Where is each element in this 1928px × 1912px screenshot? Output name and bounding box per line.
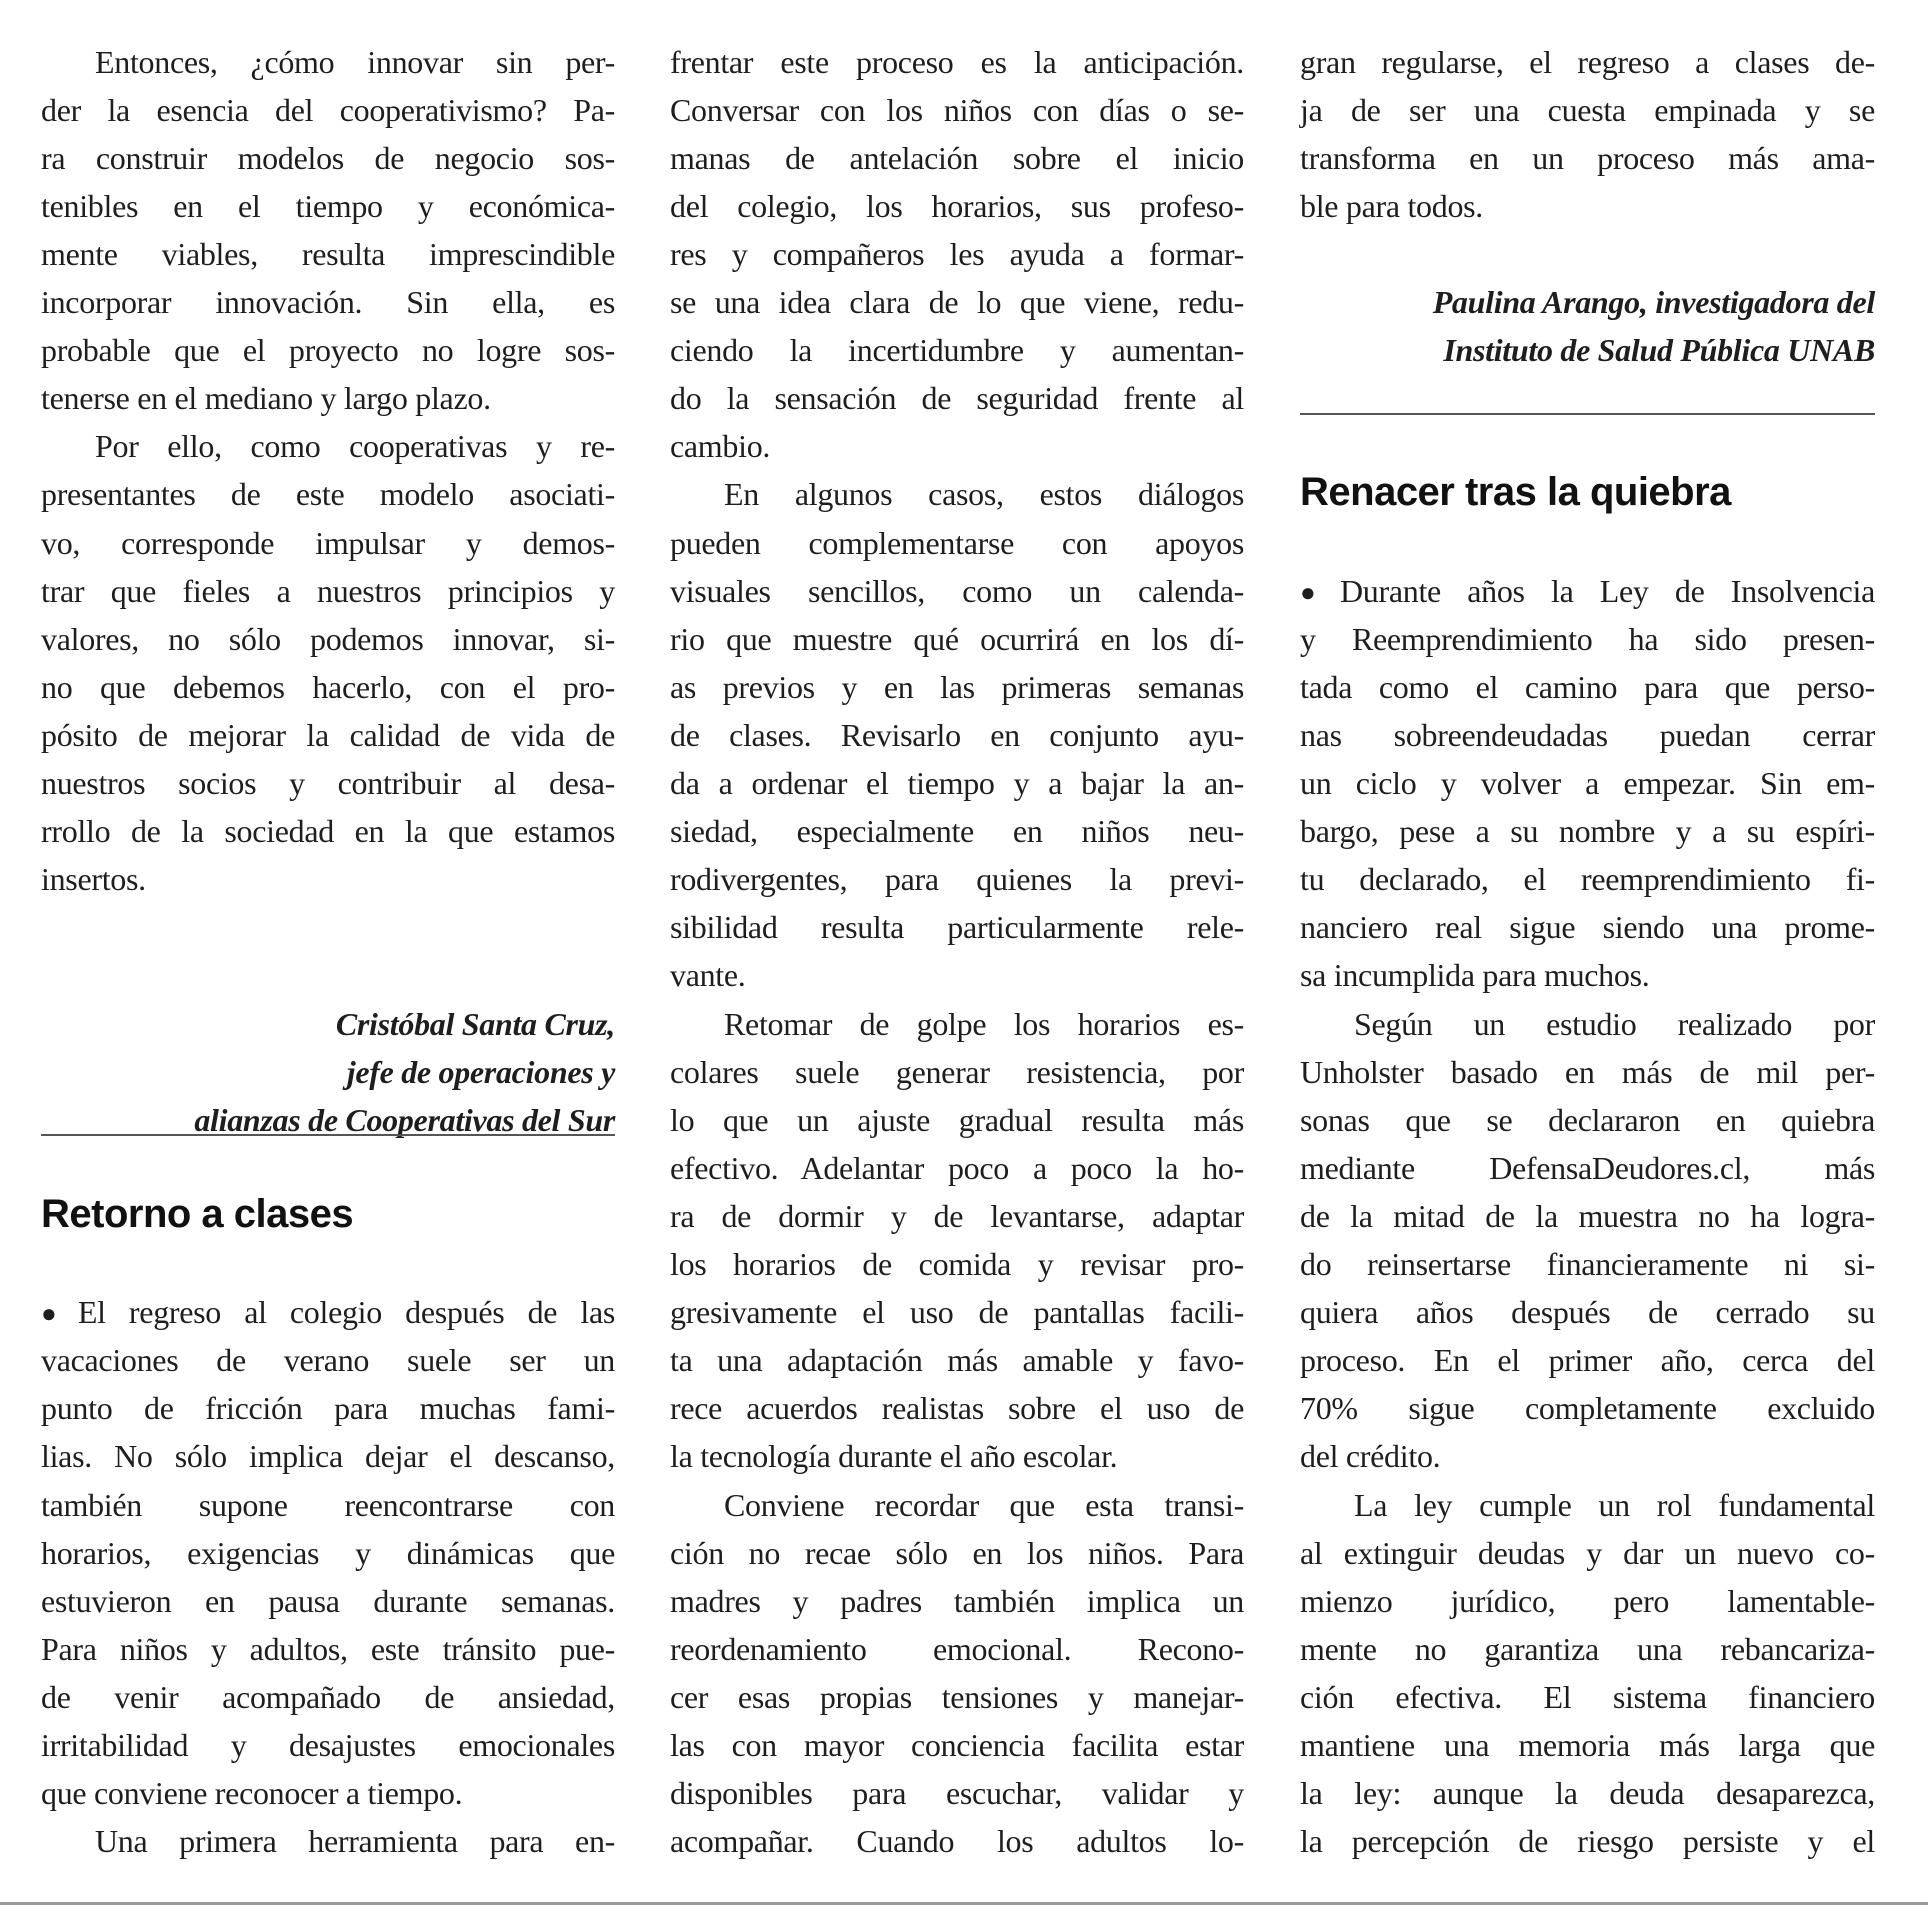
text-line <box>41 1673 615 1721</box>
text-line <box>41 1769 615 1817</box>
line-text: irritabilidad y desajustes emocionales <box>41 1727 615 1763</box>
text-line <box>1300 759 1875 807</box>
line-text: efectivo. Adelantar poco a poco la ho- <box>670 1149 1244 1186</box>
line-text: tu declarado, el reemprendimiento fi- <box>1300 861 1875 898</box>
text-line <box>670 759 1244 807</box>
text-line <box>1300 1096 1875 1144</box>
text-line <box>1300 615 1875 663</box>
text-line <box>670 615 1244 663</box>
section-divider <box>41 1134 615 1136</box>
line-text: presentantes de este modelo asociati- <box>41 476 615 513</box>
line-text: Durante años la Ley de Insolvencia <box>1340 572 1875 609</box>
line-text: del crédito. <box>1300 1438 1441 1475</box>
line-text: ción no recae sólo en los niños. Para <box>670 1534 1244 1571</box>
text-line <box>1300 38 1875 86</box>
line-text: ción efectiva. El sistema financiero <box>1300 1678 1875 1715</box>
text-line <box>670 903 1244 951</box>
text-line <box>1300 1432 1875 1480</box>
line-text: también supone reencontrarse con <box>41 1486 615 1523</box>
text-line <box>1300 182 1875 230</box>
text-line <box>670 1673 1244 1721</box>
line-text: valores, no sólo podemos innovar, si- <box>41 620 615 657</box>
bullet-icon: ● <box>1300 577 1334 607</box>
line-text: ciendo la incertidumbre y aumentan- <box>670 332 1244 369</box>
line-text: no que debemos hacerlo, con el pro- <box>41 668 615 705</box>
line-text: mantiene una memoria más larga que <box>1300 1727 1875 1763</box>
text-line <box>670 1000 1244 1048</box>
line-text: do la sensación de seguridad frente al <box>670 380 1244 417</box>
line-text: la percepción de riesgo persiste y el <box>1300 1823 1875 1860</box>
line-text: rodivergentes, para quienes la previ- <box>670 861 1244 898</box>
text-line <box>670 1096 1244 1144</box>
text-line <box>41 663 615 711</box>
text-line <box>670 1384 1244 1432</box>
line-text: del colegio, los horarios, sus profeso- <box>670 187 1244 224</box>
text-line <box>670 1625 1244 1673</box>
line-text: estuvieron en pausa durante semanas. <box>41 1582 615 1619</box>
text-line <box>1300 1384 1875 1432</box>
line-text: manas de antelación sobre el inicio <box>670 139 1244 176</box>
line-text: mienzo jurídico, pero lamentable- <box>1300 1582 1875 1619</box>
text-line <box>670 567 1244 615</box>
line-text: da a ordenar el tiempo y a bajar la an- <box>670 765 1244 801</box>
author-signature-line <box>41 1048 615 1096</box>
text-line <box>41 567 615 615</box>
text-line <box>1300 1048 1875 1096</box>
text-line <box>41 86 615 134</box>
line-text: res y compañeros les ayuda a formar- <box>670 235 1244 272</box>
line-text: Por ello, como cooperativas y re- <box>95 428 615 465</box>
line-text: sonas que se declararon en quiebra <box>1300 1101 1875 1138</box>
text-line <box>670 711 1244 759</box>
text-line <box>670 422 1244 470</box>
text-line <box>1300 1673 1875 1721</box>
text-line <box>41 1817 615 1865</box>
section-heading: Retorno a clases <box>41 1192 354 1236</box>
text-line <box>670 374 1244 422</box>
text-line <box>41 422 615 470</box>
section-heading: Renacer tras la quiebra <box>1300 470 1731 514</box>
text-line <box>670 182 1244 230</box>
text-line <box>41 1577 615 1625</box>
text-line <box>1300 663 1875 711</box>
line-text: Cristóbal Santa Cruz, <box>335 1005 615 1042</box>
text-line <box>41 134 615 182</box>
line-text: vante. <box>670 957 746 994</box>
line-text: En algunos casos, estos diálogos <box>724 476 1244 513</box>
text-line <box>41 615 615 663</box>
line-text: mente no garantiza una rebancariza- <box>1300 1630 1875 1667</box>
line-text: cer esas propias tensiones y manejar- <box>670 1678 1244 1715</box>
line-text: trar que fieles a nuestros principios y <box>41 572 615 609</box>
text-line <box>1300 807 1875 855</box>
line-text: El regreso al colegio después de las <box>77 1294 616 1331</box>
line-text: transforma en un proceso más ama- <box>1300 139 1875 176</box>
line-text: vacaciones de verano suele ser un <box>41 1342 615 1379</box>
line-text: nuestros socios y contribuir al desa- <box>41 765 615 801</box>
line-text: frentar este proceso es la anticipación. <box>670 43 1244 80</box>
line-text: sibilidad resulta particularmente rele- <box>670 909 1244 946</box>
line-text: ra construir modelos de negocio sos- <box>41 139 615 176</box>
text-line <box>41 855 615 903</box>
line-text: ta una adaptación más amable y favo- <box>670 1342 1244 1379</box>
line-text: bargo, pese a su nombre y a su espíri- <box>1300 813 1875 850</box>
author-signature-line <box>1300 278 1875 326</box>
line-text: vo, corresponde impulsar y demos- <box>41 524 615 561</box>
line-text: un ciclo y volver a empezar. Sin em- <box>1300 765 1875 801</box>
line-text: mediante DefensaDeudores.cl, más <box>1300 1149 1875 1186</box>
author-signature-line <box>41 1000 615 1048</box>
line-text: ja de ser una cuesta empinada y se <box>1300 91 1875 128</box>
line-text: gresivamente el uso de pantallas facili- <box>670 1294 1244 1331</box>
line-text: Unholster basado en más de mil per- <box>1300 1053 1875 1090</box>
text-line <box>670 278 1244 326</box>
line-text: Para niños y adultos, este tránsito pue- <box>41 1630 615 1667</box>
text-line <box>670 1721 1244 1769</box>
text-line <box>1300 1000 1875 1048</box>
line-text: punto de fricción para muchas fami- <box>41 1390 615 1427</box>
text-line <box>670 1817 1244 1865</box>
line-text: disponibles para escuchar, validar y <box>670 1775 1244 1812</box>
line-text: pueden complementarse con apoyos <box>670 524 1244 561</box>
line-text: do reinsertarse financieramente ni si- <box>1300 1246 1875 1282</box>
line-text: 70% sigue completamente excluido <box>1300 1390 1875 1427</box>
text-line <box>670 326 1244 374</box>
line-text: de la mitad de la muestra no ha logra- <box>1300 1197 1875 1234</box>
text-line <box>1300 1192 1875 1240</box>
line-text: lo que un ajuste gradual resulta más <box>670 1101 1244 1138</box>
line-text: der la esencia del cooperativismo? Pa- <box>41 91 615 128</box>
text-line <box>1300 86 1875 134</box>
text-line <box>41 1336 615 1384</box>
text-line <box>41 326 615 374</box>
line-text: quiera años después de cerrado su <box>1300 1294 1875 1331</box>
line-text: rece acuerdos realistas sobre el uso de <box>670 1390 1244 1427</box>
line-text: tada como el camino para que perso- <box>1300 668 1875 705</box>
line-text: insertos. <box>41 861 146 898</box>
line-text: y Reemprendimiento ha sido presen- <box>1300 620 1875 657</box>
line-text: La ley cumple un rol fundamental <box>1354 1486 1875 1523</box>
text-line <box>41 182 615 230</box>
line-text: se una idea clara de lo que viene, redu- <box>670 284 1244 320</box>
text-line <box>1300 1144 1875 1192</box>
text-line <box>670 1529 1244 1577</box>
text-line <box>41 1529 615 1577</box>
line-text: las con mayor conciencia facilita estar <box>670 1727 1244 1763</box>
text-line <box>41 711 615 759</box>
text-line <box>41 1384 615 1432</box>
line-text: siedad, especialmente en niños neu- <box>670 813 1244 850</box>
line-text: Instituto de Salud Pública UNAB <box>1443 332 1875 369</box>
line-text: mente viables, resulta imprescindible <box>41 235 615 272</box>
line-text: de clases. Revisarlo en conjunto ayu- <box>670 716 1244 753</box>
text-line <box>670 470 1244 518</box>
line-text: nanciero real sigue siendo una prome- <box>1300 909 1875 946</box>
line-text: Retomar de golpe los horarios es- <box>724 1005 1244 1042</box>
text-line <box>41 1288 615 1336</box>
text-line <box>670 1481 1244 1529</box>
text-line <box>1300 1481 1875 1529</box>
text-line <box>670 1144 1244 1192</box>
text-line <box>41 278 615 326</box>
text-line <box>41 1721 615 1769</box>
text-line <box>670 1192 1244 1240</box>
text-line <box>1300 1336 1875 1384</box>
text-line <box>1300 1769 1875 1817</box>
page-bottom-rule <box>0 1902 1928 1905</box>
line-text: la tecnología durante el año escolar. <box>670 1438 1118 1475</box>
line-text: incorporar innovación. Sin ella, es <box>41 284 615 320</box>
text-line <box>1300 1721 1875 1769</box>
text-line <box>1300 855 1875 903</box>
column-2 <box>670 0 1244 1900</box>
text-line <box>41 374 615 422</box>
line-text: Una primera herramienta para en- <box>95 1823 615 1860</box>
text-line <box>670 1240 1244 1288</box>
text-line <box>41 230 615 278</box>
text-line <box>670 807 1244 855</box>
text-line <box>41 1432 615 1480</box>
text-line <box>670 1288 1244 1336</box>
line-text: los horarios de comida y revisar pro- <box>670 1246 1244 1282</box>
text-line <box>41 759 615 807</box>
line-text: colares suele generar resistencia, por <box>670 1053 1244 1090</box>
text-line <box>1300 1625 1875 1673</box>
text-line <box>670 86 1244 134</box>
text-line <box>1300 1529 1875 1577</box>
text-line <box>1300 567 1875 615</box>
line-text: reordenamiento emocional. Recono- <box>670 1630 1244 1667</box>
text-line <box>670 1048 1244 1096</box>
line-text: al extinguir deudas y dar un nuevo co- <box>1300 1534 1875 1571</box>
line-text: horarios, exigencias y dinámicas que <box>41 1534 615 1571</box>
text-line <box>670 134 1244 182</box>
line-text: nas sobreendeudadas puedan cerrar <box>1300 716 1875 753</box>
author-signature-line <box>41 1096 615 1144</box>
line-text: tenerse en el mediano y largo plazo. <box>41 380 491 417</box>
text-line <box>670 1577 1244 1625</box>
line-text: alianzas de Cooperativas del Sur <box>194 1101 615 1138</box>
line-text: Conversar con los niños con días o se- <box>670 91 1244 128</box>
text-line <box>41 1625 615 1673</box>
line-text: lias. No sólo implica dejar el descanso, <box>41 1438 615 1475</box>
text-line <box>1300 951 1875 999</box>
text-line <box>1300 903 1875 951</box>
section-divider <box>1300 413 1875 415</box>
text-line <box>670 230 1244 278</box>
line-text: sa incumplida para muchos. <box>1300 957 1650 994</box>
text-line <box>1300 1240 1875 1288</box>
line-text: jefe de operaciones y <box>346 1053 615 1090</box>
text-line <box>670 951 1244 999</box>
text-line <box>41 38 615 86</box>
line-text: pósito de mejorar la calidad de vida de <box>41 716 615 753</box>
text-line <box>670 519 1244 567</box>
line-text: la ley: aunque la deuda desaparezca, <box>1300 1775 1875 1812</box>
line-text: rrollo de la sociedad en la que estamos <box>41 813 615 850</box>
line-text: gran regularse, el regreso a clases de- <box>1300 43 1875 80</box>
text-line <box>1300 1577 1875 1625</box>
line-text: que conviene reconocer a tiempo. <box>41 1775 463 1812</box>
line-text: probable que el proyecto no logre sos- <box>41 332 615 369</box>
column-3 <box>1300 0 1875 1900</box>
line-text: rio que muestre qué ocurrirá en los dí- <box>670 620 1244 657</box>
line-text: ra de dormir y de levantarse, adaptar <box>670 1197 1244 1234</box>
column-1 <box>41 0 615 1900</box>
text-line <box>1300 134 1875 182</box>
line-text: as previos y en las primeras semanas <box>670 668 1244 705</box>
text-line <box>670 663 1244 711</box>
line-text: proceso. En el primer año, cerca del <box>1300 1342 1875 1379</box>
line-text: Paulina Arango, investigadora del <box>1432 284 1875 320</box>
line-text: Entonces, ¿cómo innovar sin per- <box>95 43 615 80</box>
text-line <box>670 1336 1244 1384</box>
author-signature-line <box>1300 326 1875 374</box>
text-line <box>1300 711 1875 759</box>
text-line <box>41 470 615 518</box>
text-line <box>670 855 1244 903</box>
text-line <box>41 1481 615 1529</box>
line-text: acompañar. Cuando los adultos lo- <box>670 1823 1244 1860</box>
text-line <box>670 1769 1244 1817</box>
line-text: Conviene recordar que esta transi- <box>724 1486 1244 1523</box>
text-line <box>1300 1288 1875 1336</box>
line-text: tenibles en el tiempo y económica- <box>41 187 615 224</box>
line-text: de venir acompañado de ansiedad, <box>41 1678 615 1715</box>
line-text: Según un estudio realizado por <box>1354 1005 1875 1042</box>
text-line <box>670 1432 1244 1480</box>
line-text: ble para todos. <box>1300 187 1484 224</box>
text-line <box>670 38 1244 86</box>
bullet-icon: ● <box>41 1299 72 1329</box>
text-line <box>41 519 615 567</box>
line-text: visuales sencillos, como un calenda- <box>670 572 1244 609</box>
line-text: madres y padres también implica un <box>670 1582 1244 1619</box>
line-text: cambio. <box>670 428 771 465</box>
text-line <box>1300 1817 1875 1865</box>
text-line <box>41 807 615 855</box>
